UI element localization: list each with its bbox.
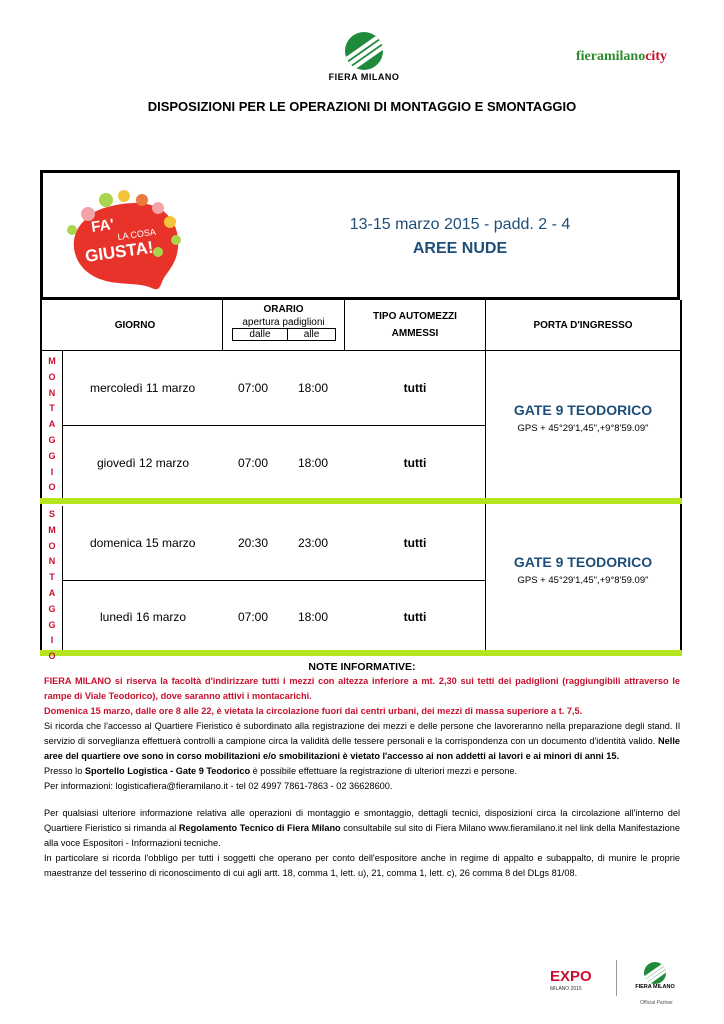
col-header-giorno: GIORNO bbox=[114, 320, 156, 331]
col-header-dalle: dalle bbox=[249, 329, 271, 340]
schedule-table bbox=[40, 300, 682, 662]
expo-text: EXPO bbox=[550, 968, 592, 985]
notes-title: NOTE INFORMATIVE: bbox=[308, 661, 416, 673]
row-giorno: domenica 15 marzo bbox=[90, 536, 196, 550]
col-header-tipo-2: AMMESSI bbox=[391, 328, 439, 339]
expo-milano-2015-logo bbox=[548, 966, 610, 992]
row-dalle: 20:30 bbox=[238, 536, 269, 550]
notes-paragraph-1: Si ricorda che l'accesso al Quartiere Fieristico è subordinato alla registrazione dei mezzi e delle persone che lavoreranno nella preparazione degli stand. Il servizio di sorveglianza effettuerà controlli a campione circa la validità delle tessere personali e la corrispondenza con un documento d'identità valido. Nelle aree del quartiere ove sono in corso mobilitazioni e/o smobilitazioni è vietato l'accesso ai non addetti ai lavori e ai minori di anni 15. bbox=[44, 721, 680, 761]
col-header-alle: alle bbox=[303, 329, 320, 340]
notes-section bbox=[44, 660, 680, 881]
row-alle: 18:00 bbox=[298, 610, 329, 624]
row-alle: 18:00 bbox=[298, 381, 329, 395]
col-header-orario: ORARIO bbox=[263, 304, 304, 315]
footer-divider bbox=[616, 960, 617, 996]
row-tipo: tutti bbox=[403, 381, 427, 395]
notes-paragraph-3: Per informazioni: logisticafiera@fieramilano.it - tel 02 4997 7861-7863 - 02 36628600. bbox=[44, 781, 393, 791]
official-partner-text: Official Partner bbox=[640, 1000, 673, 1006]
row-dalle: 07:00 bbox=[238, 381, 269, 395]
gate-smontaggio: GATE 9 TEODORICO bbox=[513, 554, 653, 570]
row-tipo: tutti bbox=[403, 456, 427, 470]
logo-text-1: FA' bbox=[90, 215, 116, 236]
notes-warning-1: FIERA MILANO si riserva la facoltà d'indirizzare tutti i mezzi con altezza inferiore a mt. 2,30 sui tetti dei padiglioni (raggiungibili attraverso le rampe di Viale Teodorico), dove saranno attivi i montacarichi. bbox=[44, 676, 680, 701]
fieramilanocity-logo: fieramilanocity bbox=[576, 49, 667, 64]
notes-paragraph-2: Presso lo Sportello Logistica - Gate 9 Teodorico è possibile effettuare la registrazione di ulteriori mezzi e persone. bbox=[44, 766, 518, 776]
row-tipo: tutti bbox=[403, 536, 427, 550]
event-area: AREE NUDE bbox=[412, 240, 508, 257]
row-dalle: 07:00 bbox=[238, 456, 269, 470]
gps-montaggio: GPS + 45°29'1,45",+9°8'59.09" bbox=[517, 423, 649, 434]
row-giorno: giovedì 12 marzo bbox=[97, 456, 190, 470]
event-dates: 13-15 marzo 2015 - padd. 2 - 4 bbox=[349, 216, 571, 233]
row-alle: 23:00 bbox=[298, 536, 329, 550]
col-header-tipo-1: TIPO AUTOMEZZI bbox=[373, 311, 457, 322]
row-dalle: 07:00 bbox=[238, 610, 269, 624]
document-title: DISPOSIZIONI PER LE OPERAZIONI DI MONTAGGIO E SMONTAGGIO bbox=[147, 99, 577, 114]
notes-warning-2: Domenica 15 marzo, dalle ore 8 alle 22, è vietata la circolazione fuori dai centri urbani, dei mezzi di massa superiore a t. 7,5. bbox=[44, 706, 583, 716]
row-tipo: tutti bbox=[403, 610, 427, 624]
smontaggio-label: S M O N T A G G I O bbox=[48, 509, 56, 662]
row-alle: 18:00 bbox=[298, 456, 329, 470]
gate-montaggio: GATE 9 TEODORICO bbox=[513, 402, 653, 418]
gps-smontaggio: GPS + 45°29'1,45",+9°8'59.09" bbox=[517, 575, 649, 586]
notes-paragraph-5: In particolare si ricorda l'obbligo per tutti i soggetti che operano per conto dell'espositore anche in regime di appalto e subappalto, di munire le proprie maestranze del tesserino di riconoscimento di cui agli artt. 18, comma 1, lett. u), 21, comma 1, lett. c), 26 comma 8 del DLgs 81/08. bbox=[44, 853, 680, 878]
notes-paragraph-4: Per qualsiasi ulteriore informazione relativa alle operazioni di montaggio e smontaggio, dettagli tecnici, disposizioni circa la circolazione all'interno del Quartiere Fieristico si rimanda al Regolamento Tecnico di Fiera Milano consultabile sul sito di Fiera Milano www.fieramilano.it nel link della Manifestazione alla voce Espositori - Informazioni tecniche. bbox=[44, 808, 681, 848]
footer-fiera-milano-icon bbox=[644, 962, 666, 984]
fiera-milano-logo bbox=[318, 32, 410, 82]
col-header-porta: PORTA D'INGRESSO bbox=[533, 320, 633, 331]
fiera-milano-logo-text: FIERA MILANO bbox=[328, 72, 400, 82]
fa-la-cosa-giusta-logo bbox=[58, 182, 188, 292]
fiera-milano-logo-icon bbox=[345, 32, 383, 70]
row-giorno: lunedì 16 marzo bbox=[100, 610, 187, 624]
logo-text-2: LA COSA bbox=[116, 226, 157, 242]
col-header-orario-sub: apertura padiglioni bbox=[242, 317, 325, 328]
section-divider bbox=[40, 498, 682, 504]
montaggio-label: M O N T A G G I O bbox=[48, 356, 56, 493]
expo-sub-text: MILANO 2015 bbox=[550, 986, 582, 992]
row-giorno: mercoledì 11 marzo bbox=[90, 381, 196, 395]
logo-text-3: GIUSTA! bbox=[83, 237, 155, 266]
footer-fiera-milano-logo: FIERA MILANO bbox=[630, 962, 680, 994]
table-bottom-bar bbox=[40, 650, 682, 656]
